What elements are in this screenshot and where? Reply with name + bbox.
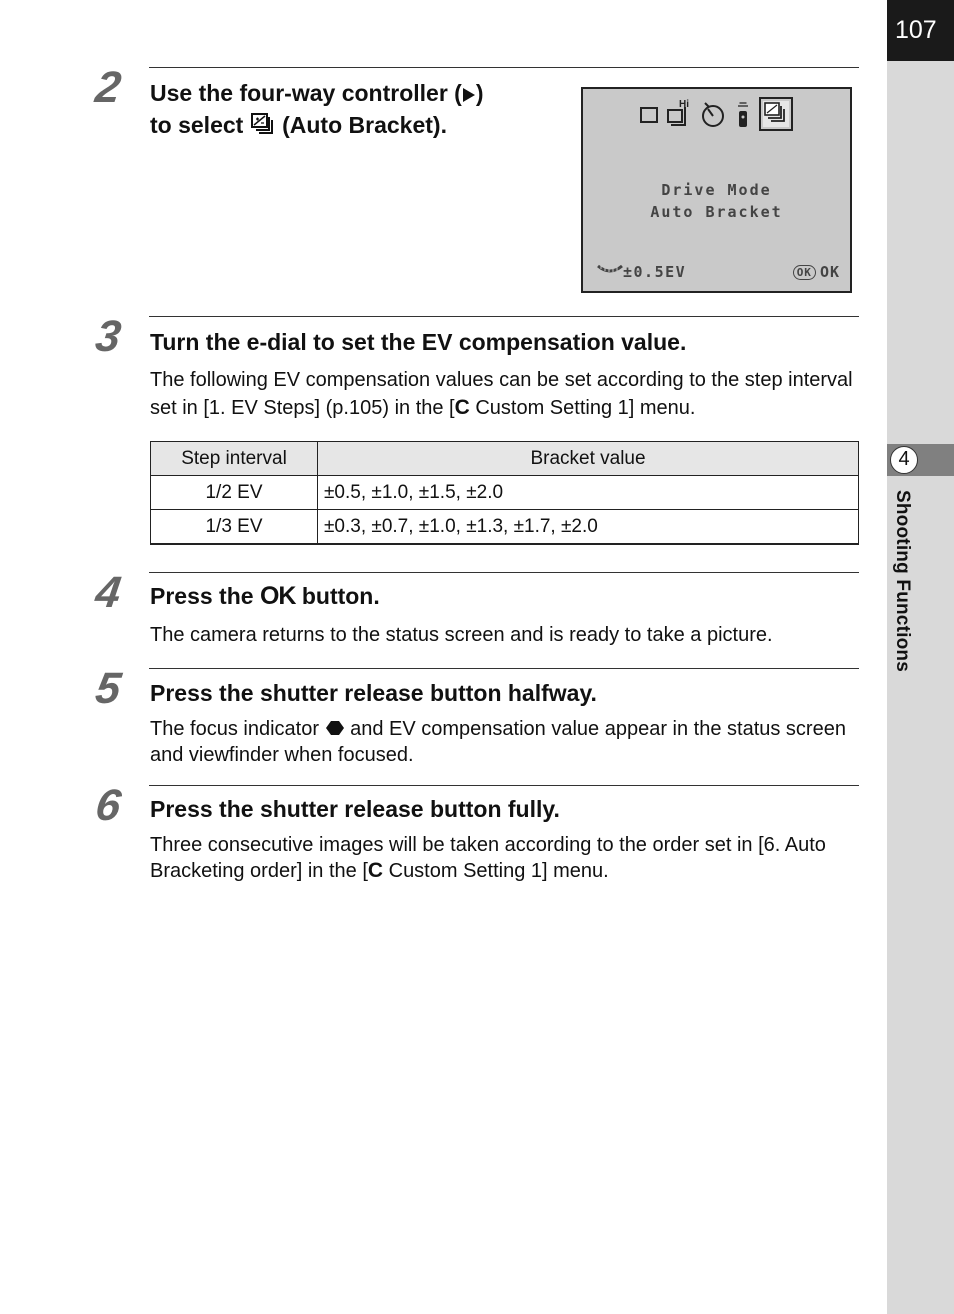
- step-4-heading: [150, 580, 380, 612]
- step-2-number: 2: [92, 63, 124, 112]
- step-5-heading: Press the shutter release button halfway.: [150, 680, 597, 706]
- drive-mode-icons: [639, 97, 847, 133]
- step-6-rule: [149, 785, 859, 786]
- step-5-body-pre: The focus indicator: [150, 718, 325, 740]
- step-2-heading: [150, 77, 570, 141]
- lcd-title: Drive Mode: [661, 181, 772, 199]
- table-cell: ±0.3, ±0.7, ±1.0, ±1.3, ±1.7, ±2.0: [318, 510, 859, 545]
- step-4-heading-pre: Press the: [150, 583, 260, 609]
- ok-button-icon: OK: [259, 582, 296, 610]
- custom-setting-icon: C: [454, 396, 470, 419]
- table-header: Bracket value: [318, 442, 859, 476]
- chapter-number-badge: 4: [890, 446, 918, 474]
- lcd-ok-hint: [793, 263, 840, 281]
- remote-control-icon: [738, 103, 748, 127]
- e-dial-icon: [597, 264, 623, 276]
- focus-indicator-icon: [325, 720, 345, 736]
- self-timer-icon: [703, 103, 723, 126]
- step-6-heading: Press the shutter release button fully.: [150, 796, 560, 822]
- bracket-value-table: [150, 441, 859, 545]
- svg-text:Hi: Hi: [679, 99, 689, 110]
- lcd-ev-value: [597, 263, 686, 281]
- continuous-hi-icon: [668, 99, 689, 128]
- step-2-line2-pre: to select: [150, 112, 250, 138]
- auto-bracket-icon: [250, 112, 276, 136]
- step-6-body-post: Custom Setting 1] menu.: [383, 860, 609, 882]
- step-4-body: The camera returns to the status screen and is ready to take a picture.: [150, 624, 773, 646]
- table-row: [151, 476, 859, 510]
- chapter-title: Shooting Functions: [892, 490, 913, 672]
- table-header-row: [151, 442, 859, 476]
- step-3-heading: Turn the e-dial to set the EV compensation value.: [150, 329, 687, 355]
- lcd-subtitle: Auto Bracket: [650, 203, 783, 221]
- ok-label: OK: [819, 263, 840, 281]
- step-5-rule: [149, 668, 859, 669]
- step-2-rule: [149, 67, 859, 68]
- step-6-body-pre: Three consecutive images will be taken according to the order set in [6. Auto Bracketing order] in the [: [150, 834, 826, 882]
- step-5-body: [150, 716, 860, 768]
- step-3-body: [150, 367, 860, 422]
- custom-setting-icon: C: [367, 859, 384, 882]
- table-cell: 1/2 EV: [151, 476, 318, 510]
- step-3-number: 3: [92, 312, 124, 361]
- step-4-number: 4: [92, 568, 124, 617]
- table-cell: ±0.5, ±1.0, ±1.5, ±2.0: [318, 476, 859, 510]
- step-6-body: [150, 832, 860, 884]
- table-row: [151, 510, 859, 545]
- step-2-line1: Use the four-way controller (: [150, 80, 462, 106]
- auto-bracket-selected-icon: [760, 98, 792, 130]
- step-3-rule: [149, 316, 859, 317]
- step-5-body-post: and EV compensation value appear in the status screen and viewfinder when focused.: [150, 718, 846, 766]
- step-4-rule: [149, 572, 859, 573]
- step-5-number: 5: [92, 664, 124, 713]
- ok-badge: OK: [793, 265, 816, 280]
- single-frame-icon: [641, 108, 657, 122]
- step-6-number: 6: [92, 781, 124, 830]
- lcd-ev-text: ±0.5EV: [623, 263, 687, 281]
- lcd-screen: [581, 87, 852, 293]
- step-2-line1-end: ): [475, 80, 484, 106]
- step-3-body-pre: The following EV compensation values can be set according to the step interval set in [1. EV Steps] (p.105) in the [: [150, 369, 853, 419]
- table-header: Step interval: [151, 442, 318, 476]
- step-4-heading-post: button.: [295, 583, 380, 609]
- step-3-body-post: Custom Setting 1] menu.: [469, 397, 696, 419]
- step-2-line2-post: (Auto Bracket).: [275, 112, 447, 138]
- right-arrow-icon: [462, 87, 476, 103]
- page-number: 107: [887, 0, 954, 61]
- table-cell: 1/3 EV: [151, 510, 318, 545]
